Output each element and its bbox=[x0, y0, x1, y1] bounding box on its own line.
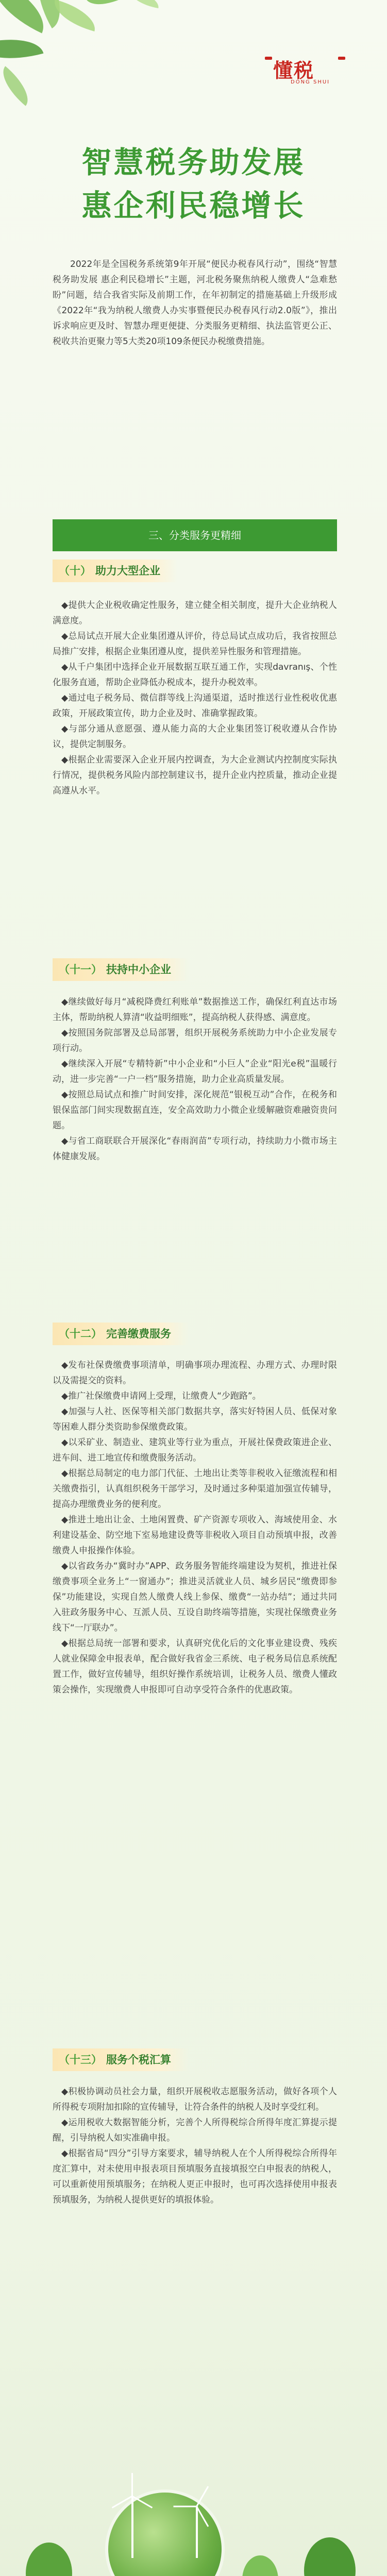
list-item: ◆总局试点开展大企业集团遵从评价，待总局试点成功后，我省按照总局推广安排，根据企业集团遵从度，提供差异性服务和管理措施。 bbox=[53, 631, 337, 657]
dongshui-logo bbox=[264, 55, 346, 88]
globe-illustration bbox=[108, 2493, 222, 2576]
subsection-title: 助力大型企业 bbox=[95, 565, 160, 577]
subsection-number: （十三） bbox=[59, 2054, 102, 2066]
intro-text: 2022年是全国税务系统第9年开展“便民办税春风行动”，围绕“智慧税务助发展 惠企利民稳增长”主题，河北税务聚焦纳税人缴费人“急难愁盼”问题，结合我省实际及前期工作，在年初制定的措施基础上升级形成《2022年“我为纳税人缴费人办实事暨便民办税春风行动2.0版”》，推出诉求响应更及时、智慧办理更便捷、分类服务更精细、执法监管更公正、税收共治更聚力等5大类20项109条便民办税缴费措施。 bbox=[53, 259, 337, 347]
list-item: ◆以省政务办“冀时办”APP、政务服务智能终端建设为契机，推进社保缴费事项全业务上“一窗通办”；推进灵活就业人员、城乡居民“缴费即参保”功能建设，实现自然人缴费人线上参保、缴费“一站办结”；通过共同入驻政务服务中心、互派人员、互设自助终端等措施，实现社保缴费业务线下“一厅联办”。 bbox=[53, 1561, 337, 1633]
headline-line-1: 智慧税务助发展 bbox=[81, 145, 306, 180]
subsection-body bbox=[53, 2084, 337, 2208]
list-item: ◆继续深入开展“专精特新”中小企业和“小巨人”企业“阳光e税”温暖行动，进一步完善“一户一档”服务措施，助力企业高质量发展。 bbox=[53, 1059, 337, 1084]
intro-paragraph bbox=[53, 257, 337, 349]
list-item: ◆与省工商联联合开展深化“春雨润苗”专项行动，持续助力小微市场主体健康发展。 bbox=[53, 1136, 337, 1162]
subsection-body bbox=[53, 598, 337, 799]
section-title-bar: 三、分类服务更精细 bbox=[53, 519, 337, 551]
list-item: ◆根据省局“四分”引导方案要求，辅导纳税人在个人所得税综合所得年度汇算中，对未使用申报表项目预填服务直接填报空白申报表的纳税人，可以重新使用预填服务；在纳税人更正申报时，也可再次选择使用申报表预填服务，为纳税人提供更好的填报体验。 bbox=[53, 2148, 337, 2205]
list-item: ◆根据总局制定的电力部门代征、土地出让类等非税收入征缴流程和相关缴费指引，认真组织税务干部学习，及时通过多种渠道加强宣传辅导，提高办理缴费业务的便利度。 bbox=[53, 1468, 337, 1510]
subsection-heading bbox=[53, 560, 178, 582]
subsection-heading bbox=[53, 1323, 189, 1345]
logo-text: 懂税 bbox=[273, 59, 315, 82]
list-item: ◆推广社保缴费申请网上受理，让缴费人“少跑路”。 bbox=[61, 1391, 261, 1401]
logo-flag-icon bbox=[265, 57, 272, 60]
leaf-decoration bbox=[0, 28, 43, 69]
leaf-decoration bbox=[128, 0, 161, 8]
subsection-number: （十一） bbox=[59, 963, 102, 976]
subsection-heading bbox=[53, 2048, 189, 2071]
list-item: ◆运用税收大数据智能分析，完善个人所得税综合所得年度汇算提示提醒，引导纳税人如实准确申报。 bbox=[53, 2117, 337, 2143]
list-item: ◆根据企业需要深入企业开展内控调查，为大企业测试内控制度实际执行情况，提供税务风险内部控制建议书，提升企业内控质量，推动企业提高遵从水平。 bbox=[53, 755, 337, 796]
list-item: ◆以采矿业、制造业、建筑业等行业为重点，开展社保费政策进企业、进车间、进工地宣传和缴费服务活动。 bbox=[53, 1437, 337, 1463]
turbine-blade bbox=[174, 2506, 197, 2507]
subsection-title: 服务个税汇算 bbox=[106, 2054, 171, 2066]
logo-flag-icon bbox=[338, 57, 345, 60]
list-item: ◆从千户集团中选择企业开展数据互联互通工作，实现davranış、个性化服务直通，帮助企业降低办税成本，提升办税效率。 bbox=[53, 662, 337, 688]
tree-icon bbox=[242, 2555, 278, 2576]
subsection-title: 扶持中小企业 bbox=[106, 963, 171, 976]
list-item: ◆加强与人社、医保等相关部门数据共享，落实好特困人员、低保对象等困难人群分类资助参保缴费政策。 bbox=[53, 1406, 337, 1432]
logo-subtext: DONG SHUI bbox=[291, 79, 330, 85]
headline-line-2: 惠企利民稳增长 bbox=[81, 188, 306, 223]
leaf-decoration bbox=[0, 66, 37, 106]
subsection-heading bbox=[53, 958, 189, 981]
list-item: ◆推进土地出让金、土地闲置费、矿产资源专项收入、海域使用金、水利建设基金、防空地下室易地建设费等非税收入项目自动预填申报，改善缴费人申报操作体验。 bbox=[53, 1515, 337, 1556]
list-item: ◆通过电子税务局、微信群等线上沟通渠道，适时推送行业性税收优惠政策，开展政策宣传，助力企业及时、准确掌握政策。 bbox=[53, 693, 337, 719]
subsection-number: （十二） bbox=[59, 1328, 102, 1340]
subsection-body bbox=[53, 994, 337, 1164]
turbine-blade bbox=[131, 2473, 133, 2496]
turbine-blade bbox=[196, 2486, 209, 2506]
subsection-title: 完善缴费服务 bbox=[106, 1328, 171, 1340]
wind-turbine-icon bbox=[131, 2496, 133, 2558]
list-item: ◆积极协调动员社会力量，组织开展税收志愿服务活动，做好各项个人所得税专项附加扣除的宣传辅导，让符合条件的纳税人及时享受红利。 bbox=[53, 2087, 337, 2112]
wind-turbine-icon bbox=[196, 2506, 198, 2558]
list-item: ◆根据总局统一部署和要求，认真研究优化后的文化事业建设费、残疾人就业保障金申报表单，配合做好我省金三系统、电子税务局信息系统配置工作，做好宣传辅导，组织好操作系统培训，让税务人员、缴费人懂政策会操作，实现缴费人申报即可自动享受符合条件的优惠政策。 bbox=[53, 1638, 337, 1695]
list-item: ◆提供大企业税收确定性服务，建立健全相关制度，提升大企业纳税人满意度。 bbox=[53, 600, 337, 626]
tree-icon bbox=[304, 2537, 356, 2576]
list-item: ◆与部分通从意愿强、遵从能力高的大企业集团签订税收遵从合作协议，提供定制服务。 bbox=[53, 724, 337, 750]
subsection-body bbox=[53, 1358, 337, 1698]
list-item: ◆按照总局试点和推广时间安排，深化规范“银税互动”合作，在税务和银保监部门间实现数据直连，安全高效助力小微企业缓解融资难融资贵问题。 bbox=[53, 1090, 337, 1131]
subsection-number: （十） bbox=[59, 565, 91, 577]
tree-icon bbox=[26, 2543, 72, 2576]
list-item: ◆按照国务院部署及总局部署，组织开展税务系统助力中小企业发展专项行动。 bbox=[53, 1028, 337, 1054]
list-item: ◆继续做好每月“减税降费红利账单”数据推送工作，确保红利直达市场主体，帮助纳税人算清“收益明细账”，提高纳税人获得感、满意度。 bbox=[53, 997, 337, 1023]
leaf-decoration bbox=[86, 0, 130, 15]
list-item: ◆发布社保费缴费事项清单，明确事项办理流程、办理方式、办理时限以及需提交的资料。 bbox=[53, 1360, 337, 1386]
